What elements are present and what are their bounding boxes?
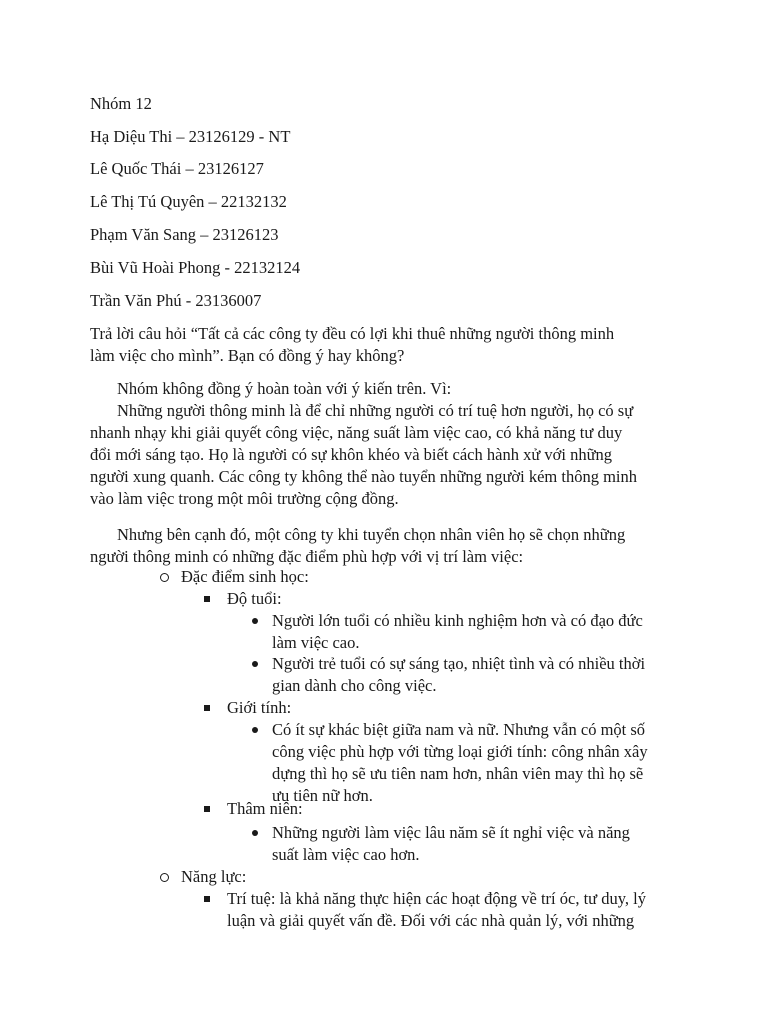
question [90, 323, 680, 367]
answer-paragraph [90, 400, 680, 510]
member-6: Trần Văn Phú - 23136007 [90, 291, 262, 310]
dot-bullet-icon [252, 830, 258, 836]
item-line: làm việc cao. [272, 633, 360, 652]
answer-intro: Nhóm không đồng ý hoàn toàn với ý kiến trên. Vì: [117, 379, 452, 398]
list-item-seniority: Thâm niên: [227, 799, 303, 818]
square-bullet-icon [204, 596, 210, 602]
circle-bullet-icon [160, 573, 169, 582]
list-item-ability: Năng lực: [181, 867, 247, 886]
paragraph-line: người thông minh có những đặc điểm phù hợp với vị trí làm việc: [90, 547, 524, 566]
member-1: Hạ Diệu Thi – 23126129 - NT [90, 127, 291, 146]
item-line: Người trẻ tuổi có sự sáng tạo, nhiệt tình và có nhiều thời [272, 654, 646, 673]
item-line: Người lớn tuổi có nhiều kinh nghiệm hơn và có đạo đức [272, 611, 643, 630]
square-bullet-icon [204, 705, 210, 711]
item-line: Trí tuệ: là khả năng thực hiện các hoạt động về trí óc, tư duy, lý [227, 889, 646, 908]
list-item [272, 822, 630, 866]
square-bullet-icon [204, 806, 210, 812]
list-item-age: Độ tuổi: [227, 589, 282, 608]
item-line: Những người làm việc lâu năm sẽ ít nghỉ việc và năng [272, 823, 630, 842]
group-name: Nhóm 12 [90, 94, 152, 113]
list-item [272, 610, 643, 654]
item-line: luận và giải quyết vấn đề. Đối với các nhà quản lý, với những [227, 911, 635, 930]
item-line: Có ít sự khác biệt giữa nam và nữ. Nhưng vẫn có một số [272, 720, 646, 739]
question-line: Trả lời câu hỏi “Tất cả các công ty đều có lợi khi thuê những người thông minh [90, 324, 615, 343]
item-line: gian dành cho công việc. [272, 676, 437, 695]
list-item-intellect [227, 888, 646, 932]
paragraph-line: Những người thông minh là để chỉ những người có trí tuệ hơn người, họ có sự [117, 401, 634, 420]
dot-bullet-icon [252, 727, 258, 733]
member-3: Lê Thị Tú Quyên – 22132132 [90, 192, 287, 211]
list-item-gender: Giới tính: [227, 698, 292, 717]
item-line: dựng thì họ sẽ ưu tiên nam hơn, nhân viên may thì họ sẽ [272, 764, 644, 783]
list-item [272, 719, 648, 807]
dot-bullet-icon [252, 661, 258, 667]
paragraph-line: nhanh nhạy khi giải quyết công việc, năng suất làm việc cao, có khả năng tư duy [90, 423, 623, 442]
paragraph-line: đổi mới sáng tạo. Họ là người có sự khôn khéo và biết cách hành xử với những [90, 445, 613, 464]
list-item-bio: Đặc điểm sinh học: [181, 567, 309, 586]
paragraph-line: Nhưng bên cạnh đó, một công ty khi tuyển chọn nhân viên họ sẽ chọn những [117, 525, 626, 544]
dot-bullet-icon [252, 618, 258, 624]
paragraph-line: vào làm việc trong một môi trường cộng đồng. [90, 489, 399, 508]
question-line: làm việc cho mình”. Bạn có đồng ý hay không? [90, 346, 405, 365]
paragraph-line: người xung quanh. Các công ty không thể nào tuyển những người kém thông minh [90, 467, 638, 486]
list-item [272, 653, 645, 697]
answer-paragraph [90, 524, 680, 568]
item-line: ưu tiên nữ hơn. [272, 786, 373, 805]
item-line: công việc phù hợp với từng loại giới tính: công nhân xây [272, 742, 648, 761]
member-5: Bùi Vũ Hoài Phong - 22132124 [90, 258, 301, 277]
item-line: suất làm việc cao hơn. [272, 845, 420, 864]
member-2: Lê Quốc Thái – 23126127 [90, 159, 264, 178]
circle-bullet-icon [160, 873, 169, 882]
square-bullet-icon [204, 896, 210, 902]
member-4: Phạm Văn Sang – 23126123 [90, 225, 279, 244]
